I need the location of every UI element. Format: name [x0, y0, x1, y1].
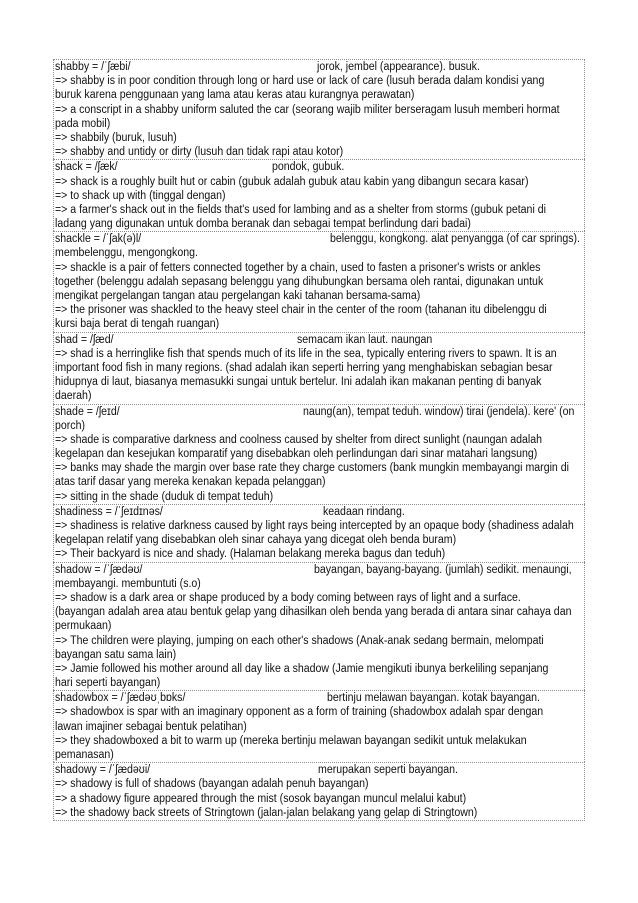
headword: shabby = /ˈʃæbi/	[55, 61, 131, 73]
headword: shadowbox = /ˈʃædəʊˌbɒks/	[55, 692, 186, 705]
entry-line-text: permukaan)	[55, 620, 112, 633]
entry-line	[55, 189, 584, 203]
entry-line-text: bayangan satu sama lain)	[55, 648, 177, 661]
entry-line	[55, 103, 584, 117]
entry-header	[55, 763, 584, 777]
entry-line-text: => a farmer's shack out in the fields that's used for lambing and as a shelter from storms (gubuk petani di	[55, 203, 546, 216]
entry-line-text: => Their backyard is nice and shady. (Halaman belakang mereka bagus dan teduh)	[55, 548, 446, 561]
entry-line-text: (bayangan adalah area atau bentuk gelap yang dihasilkan oleh benda yang berada di antara sinar cahaya dan	[55, 606, 572, 619]
entry-line	[55, 275, 584, 289]
entry-header	[55, 505, 584, 519]
entry-line	[55, 806, 584, 820]
entry-line	[55, 317, 584, 331]
entry-line-text: membayangi. membuntuti (s.o)	[55, 577, 201, 590]
entry-line-text: important food fish in many regions. (shad adalah ikan seperti herring yang menghabiskan sebagian besar	[55, 361, 553, 374]
entry-line	[55, 261, 584, 275]
entry-line	[55, 533, 584, 547]
dictionary-entries	[53, 59, 585, 821]
headword: shadiness = /ˈʃeɪdɪnəs/	[55, 505, 163, 518]
entry-line-text: => The children were playing, jumping on each other's shadows (Anak-anak sedang bermain, melompati	[55, 634, 544, 647]
definition: pondok, gubuk.	[272, 161, 345, 174]
entry-line-text: => to shack up with (tinggal dengan)	[55, 189, 226, 202]
entry-line-text: => shadiness is relative darkness caused by light rays being intercepted by an opaque body (shadiness adalah	[55, 520, 574, 532]
entry-shadowy	[53, 762, 585, 821]
entry-line	[55, 347, 584, 361]
entry-shadowbox	[53, 690, 585, 762]
entry-line	[55, 634, 584, 648]
entry-line	[55, 591, 584, 605]
definition: semacam ikan laut. naungan	[297, 333, 433, 346]
entry-line	[55, 662, 584, 676]
entry-line-text: => shack is a roughly built hut or cabin (gubuk adalah gubuk atau kabin yang dibangun secara kasar)	[55, 175, 529, 188]
entry-line-text: => shad is a herringlike fish that spends much of its life in the sea, typically entering rivers to spawn. It is an	[55, 347, 557, 360]
entry-line-text: kegelapan dan kesejukan komparatif yang disebabkan oleh perlindungan dari sinar matahari langsung)	[55, 448, 538, 461]
definition: belenggu, kongkong. alat penyangga (of car springs).	[330, 233, 580, 246]
entry-line	[55, 389, 584, 403]
entry-line-text: hari seperti bayangan)	[55, 677, 161, 690]
entry-line-text: lawan imajiner sebagai bentuk pelatihan)	[55, 720, 247, 733]
entry-line	[55, 375, 584, 389]
entry-line	[55, 547, 584, 561]
entry-header	[55, 691, 584, 705]
headword: shade = /ʃeɪd/	[55, 405, 120, 418]
entry-line	[55, 433, 584, 447]
entry-line	[55, 748, 584, 762]
entry-line-text: => Jamie followed his mother around all day like a shadow (Jamie mengikuti ibunya berkeliling sepanjang	[55, 662, 549, 675]
entry-line	[55, 676, 584, 690]
entry-line-text: => they shadowboxed a bit to warm up (mereka bertinju melawan bayangan sedikit untuk melakukan	[55, 734, 527, 747]
definition: bertinju melawan bayangan. kotak bayangan.	[327, 692, 540, 705]
entry-line	[55, 289, 584, 303]
entry-line	[55, 519, 584, 533]
entry-line-text: => shadowy is full of shadows (bayangan adalah penuh bayangan)	[55, 778, 369, 791]
entry-line	[55, 475, 584, 489]
entry-shack	[53, 159, 585, 231]
entry-line	[55, 131, 584, 145]
entry-line	[55, 461, 584, 475]
entry-line-text: buruk karena penggunaan yang lama atau keras atau kurangnya perawatan)	[55, 89, 415, 102]
entry-header	[55, 563, 584, 577]
definition: bayangan, bayang-bayang. (jumlah) sedikit. menaungi,	[314, 563, 572, 576]
entry-line-text: ladang yang digunakan untuk domba beranak dan sebagai tempat berlindung dari badai)	[55, 218, 471, 231]
entry-line	[55, 217, 584, 231]
headword: shack = /ʃæk/	[55, 161, 118, 174]
entry-line-text: membelenggu, mengongkong.	[55, 247, 198, 260]
entry-line	[55, 777, 584, 791]
entry-line-text: atas tarif dasar yang mereka kenakan kepada pelanggan)	[55, 476, 326, 489]
headword: shadowy = /ˈʃædəʊi/	[55, 764, 151, 777]
headword: shad = /ʃæd/	[55, 333, 114, 346]
entry-header	[55, 405, 584, 419]
entry-line	[55, 734, 584, 748]
entry-header	[55, 160, 584, 174]
entry-line-text: => shadow is a dark area or shape produced by a body coming between rays of light and a surface.	[55, 591, 521, 604]
entry-shabby	[53, 59, 585, 159]
entry-header	[55, 333, 584, 347]
entry-shackle	[53, 231, 585, 331]
entry-line-text: => shadowbox is spar with an imaginary opponent as a form of training (shadowbox adalah spar dengan	[55, 706, 544, 719]
entry-line	[55, 447, 584, 461]
entry-line	[55, 792, 584, 806]
entry-line-text: => shabbily (buruk, lusuh)	[55, 131, 177, 144]
entry-line	[55, 490, 584, 504]
entry-shad	[53, 332, 585, 404]
entry-line-text: kegelapan relatif yang disebabkan oleh sinar cahaya yang dicegat oleh benda buram)	[55, 534, 457, 547]
entry-line	[55, 246, 584, 260]
definition: naung(an), tempat teduh. window) tirai (jendela). kere' (on	[303, 405, 575, 418]
entry-line-text: kursi baja berat di tengah ruangan)	[55, 318, 220, 331]
entry-line	[55, 145, 584, 159]
entry-line	[55, 720, 584, 734]
entry-line	[55, 605, 584, 619]
entry-line	[55, 303, 584, 317]
entry-shade	[53, 404, 585, 504]
entry-line-text: => the shadowy back streets of Stringtown (jalan-jalan belakang yang gelap di Stringtown)	[55, 806, 478, 819]
entry-line-text: hidupnya di laut, biasanya memasukki sungai untuk bertelur. Ini adalah ikan makanan penting di banyak	[55, 376, 542, 389]
entry-line-text: => the prisoner was shackled to the heavy steel chair in the center of the room (tahanan itu dibelenggu di	[55, 304, 547, 317]
entry-line-text: pemanasan)	[55, 749, 114, 761]
entry-shadow	[53, 562, 585, 691]
entry-line	[55, 361, 584, 375]
entry-shadiness	[53, 504, 585, 562]
entry-line-text: => shabby is in poor condition through long or hard use or lack of care (lusuh berada dalam kondisi yang	[55, 75, 545, 88]
entry-line	[55, 705, 584, 719]
entry-line-text: porch)	[55, 419, 86, 432]
entry-line-text: => shabby and untidy or dirty (lusuh dan tidak rapi atau kotor)	[55, 146, 344, 159]
entry-line-text: together (belenggu adalah sepasang belenggu yang dihubungkan bersama oleh rantai, digunakan untuk	[55, 275, 544, 288]
entry-line-text: => a conscript in a shabby uniform saluted the car (seorang wajib militer berseragam lusuh memberi hormat	[55, 103, 560, 116]
entry-line	[55, 203, 584, 217]
entry-line	[55, 419, 584, 433]
entry-line	[55, 648, 584, 662]
definition: jorok, jembel (appearance). busuk.	[317, 61, 480, 73]
entry-header	[55, 232, 584, 246]
entry-header	[55, 60, 584, 74]
entry-line-text: pada mobil)	[55, 117, 111, 130]
entry-line-text: => shackle is a pair of fetters connected together by a chain, used to fasten a prisoner's wrists or ankles	[55, 261, 541, 274]
entry-line-text: daerah)	[55, 390, 92, 403]
headword: shadow = /ˈʃædəʊ/	[55, 563, 143, 576]
entry-line	[55, 117, 584, 131]
entry-line	[55, 74, 584, 88]
entry-line	[55, 619, 584, 633]
entry-line-text: mengikat pergelangan tangan atau pergelangan kaki tahanan bersama-sama)	[55, 290, 421, 302]
entry-line-text: => a shadowy figure appeared through the mist (sosok bayangan muncul melalui kabut)	[55, 792, 467, 805]
headword: shackle = /ˈʃak(ə)l/	[55, 233, 142, 246]
entry-line	[55, 88, 584, 102]
entry-line	[55, 577, 584, 591]
entry-line-text: => sitting in the shade (duduk di tempat teduh)	[55, 490, 274, 503]
entry-line-text: => shade is comparative darkness and coolness caused by shelter from direct sunlight (naungan adalah	[55, 433, 542, 446]
definition: merupakan seperti bayangan.	[318, 764, 458, 777]
entry-line-text: => banks may shade the margin over base rate they charge customers (bank mungkin membayangi margin di	[55, 462, 569, 475]
definition: keadaan rindang.	[323, 505, 405, 518]
entry-line	[55, 175, 584, 189]
